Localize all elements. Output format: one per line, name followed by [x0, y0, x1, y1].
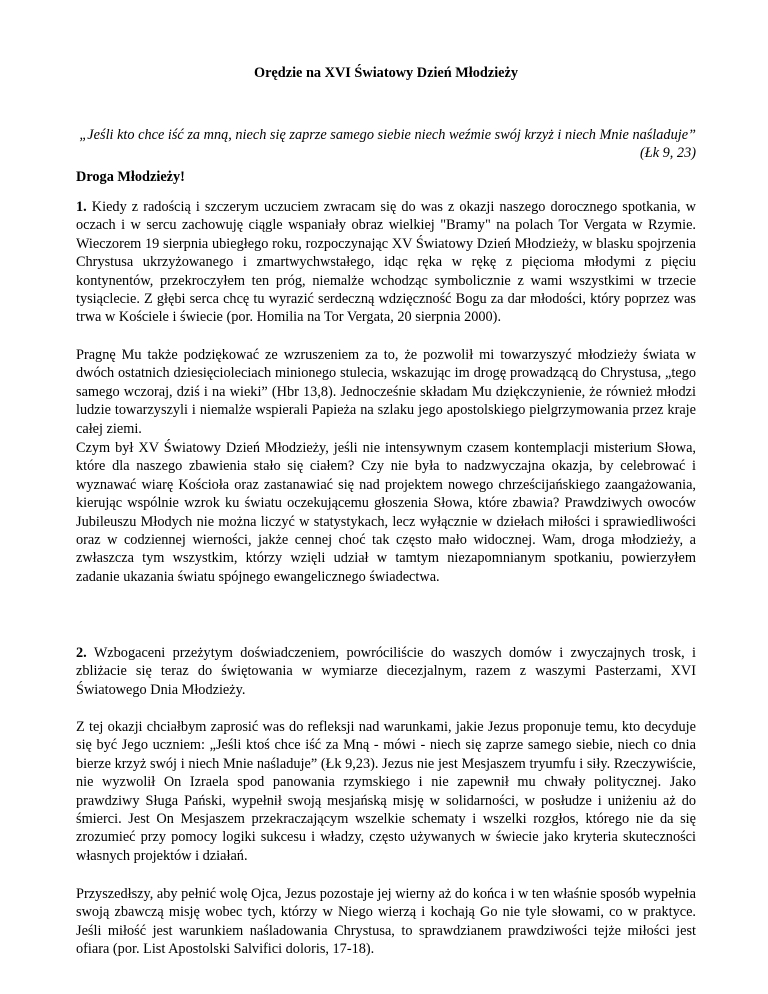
paragraph-number: 1.: [76, 199, 87, 215]
paragraph-text: Z tej okazji chciałbym zaprosić was do refleksji nad warunkami, jakie Jezus proponuje temu, kto decyduje się być Jego uczniem: „Jeśli ktoś chce iść za Mną - mówi - niech się zaprze samego siebie, niech co dnia bierze krzyż swój i niech Mnie naśladuje” (Łk 9,23). Jezus nie jest Mesjaszem tryumfu i siły. Rzeczywiście, nie wyzwolił On Izraela spod panowania rzymskiego i nie zapewnił mu chwały politycznej. Jako prawdziwy Sługa Pański, wypełnił swoją mesjańską misję w solidarności, w posłudze i uniżeniu aż do śmierci. Jest On Mesjaszem przekraczającym wszelkie schematy i wszelki rozgłos, którego nie da się zrozumieć przy pomocy logiki sukcesu i władzy, często używanych w świecie jako kryteria skuteczności własnych projektów i działań.: [76, 719, 696, 864]
paragraph-1: [76, 198, 696, 327]
paragraph-4: [76, 644, 696, 699]
paragraph-2: [76, 346, 696, 438]
paragraph-5: [76, 718, 696, 865]
paragraph-text: Pragnę Mu także podziękować ze wzruszeniem za to, że pozwolił mi towarzyszyć młodzieży świata w dwóch ostatnich dziesięcioleciach minionego stulecia, wskazując im drogę prowadzącą do Chrystusa, „tego samego wczoraj, dziś i na wieki” (Hbr 13,8). Jednocześnie składam Mu dziękczynienie, że również młodzi ludzie towarzyszyli i niemalże wspierali Papieża na szlaku jego apostolskiego pielgrzymowania przez kraje całej ziemi.: [76, 347, 696, 437]
paragraph-3: [76, 439, 696, 586]
paragraph-text: Czym był XV Światowy Dzień Młodzieży, jeśli nie intensywnym czasem kontemplacji misterium Słowa, które dla naszego zbawienia stało się ciałem? Czy nie była to nadzwyczajna okazja, by celebrować i wyznawać wiarę Kościoła oraz zastanawiać się nad projektem nowego chrześcijańskiego zaangażowania, kierując wspólnie wzrok ku światu oczekującemu głoszenia Słowa, które zbawia? Prawdziwych owoców Jubileuszu Młodych nie można liczyć w statystykach, lecz wyłącznie w dziełach miłości i sprawiedliwości oraz w codziennej wierności, jakże cennej choć tak często mało widocznej. Wam, droga młodzieży, a zwłaszcza tym wszystkim, którzy wzięli udział w tamtym niezapomnianym spotkaniu, powierzyłem zadanie ukazania światu spójnego ewangelicznego świadectwa.: [76, 440, 696, 585]
motto-quote: „Jeśli kto chce iść za mną, niech się zaprze samego siebie niech weźmie swój krzyż i niech Mnie naśladuje” (Łk 9, 23): [79, 127, 696, 162]
greeting: Droga Młodzieży!: [76, 169, 185, 185]
paragraph-number: 2.: [76, 645, 87, 661]
paragraph-text: Przyszedłszy, aby pełnić wolę Ojca, Jezus pozostaje jej wierny aż do końca i w ten właśnie sposób wypełnia swoją zbawczą misję wobec tych, którzy w Niego wierzą i kochają Go nie tyle słowami, co w praktyce. Jeśli miłość jest warunkiem naśladowania Chrystusa, to sprawdzianem prawdziwości tejże miłości jest ofiara (por. List Apostolski Salvifici doloris, 17-18).: [76, 886, 696, 958]
paragraph-text: Wzbogaceni przeżytym doświadczeniem, powróciliście do waszych domów i zwyczajnych trosk, i zbliżacie się teraz do świętowania w wymiarze diecezjalnym, razem z waszymi Pasterzami, XVI Światowego Dnia Młodzieży.: [76, 645, 696, 698]
paragraph-text: Kiedy z radością i szczerym uczuciem zwracam się do was z okazji naszego dorocznego spotkania, w oczach i w sercu zachowuję ciągle wspaniały obraz wielkiej "Bramy" na polach Tor Vergata w Rzymie. Wieczorem 19 sierpnia ubiegłego roku, rozpoczynając XV Światowy Dzień Młodzieży, w blasku spojrzenia Chrystusa ukrzyżowanego i zmartwychwstałego, idąc ręka w rękę z pięcioma młodymi z pięciu kontynentów, przekroczyłem ten próg, niemalże wchodząc symbolicznie z wami wszystkimi w trzecie tysiąclecie. Z głębi serca chcę tu wyrazić serdeczną wdzięczność Bogu za dar młodości, który poprzez was trwa w Kościele i świecie (por. Homilia na Tor Vergata, 20 sierpnia 2000).: [76, 199, 696, 326]
paragraph-6: [76, 885, 696, 959]
document-title: Orędzie na XVI Światowy Dzień Młodzieży: [253, 65, 519, 81]
